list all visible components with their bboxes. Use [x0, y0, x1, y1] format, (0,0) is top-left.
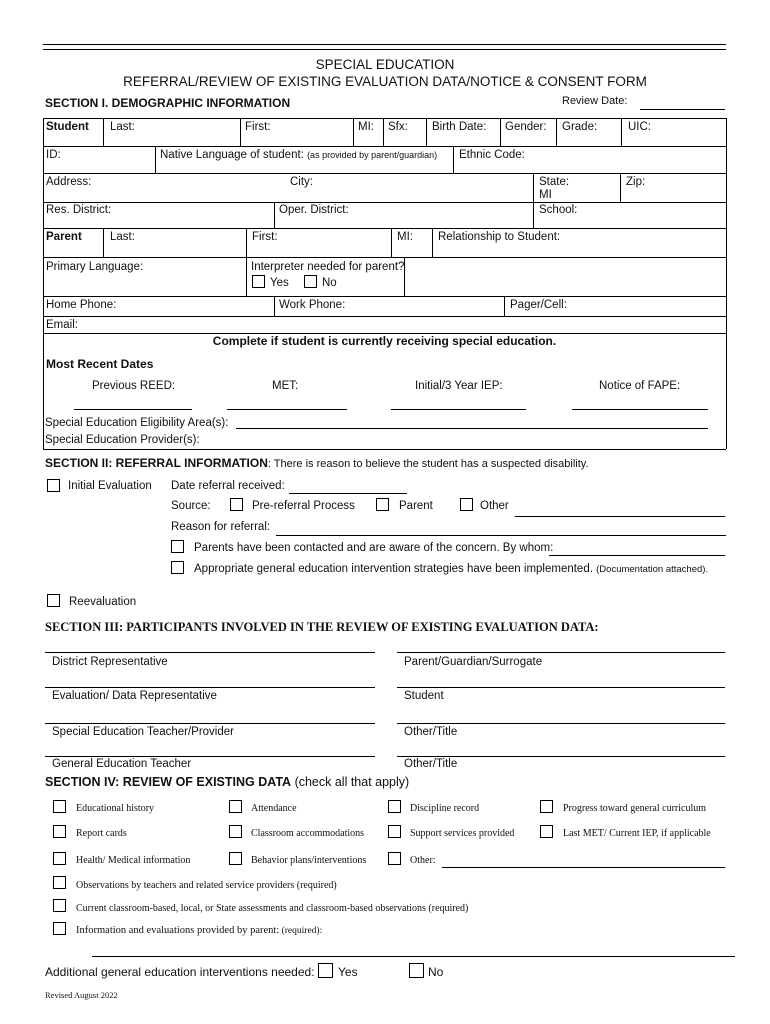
primary-language-field[interactable]: Primary Language:	[46, 261, 144, 273]
date-referral-label: Date referral received:	[171, 480, 285, 492]
cell-divider	[274, 296, 275, 316]
res-district-field[interactable]: Res. District:	[46, 204, 112, 216]
interpreter-no-checkbox[interactable]	[304, 275, 317, 288]
gender-field[interactable]: Gender:	[505, 121, 547, 133]
educational-history-label: Educational history	[76, 803, 155, 814]
cell-divider	[391, 228, 392, 257]
discipline-checkbox[interactable]	[388, 800, 401, 813]
cell-divider	[426, 118, 427, 146]
table-border	[726, 118, 727, 449]
table-border	[43, 316, 726, 317]
city-field[interactable]: City:	[290, 176, 313, 188]
table-border	[43, 118, 726, 119]
information-parent-required: (required):	[279, 926, 323, 936]
cell-divider	[246, 228, 247, 296]
other-data-field[interactable]	[442, 867, 725, 868]
form-title: SPECIAL EDUCATION	[315, 57, 455, 72]
table-border	[43, 146, 726, 147]
cell-divider	[103, 118, 104, 146]
interpreter-yes-label: Yes	[270, 277, 289, 289]
last-met-checkbox[interactable]	[540, 825, 553, 838]
oper-district-field[interactable]: Oper. District:	[279, 204, 349, 216]
additional-interventions-label: Additional general education interventions needed:	[45, 965, 315, 979]
interpreter-no-label: No	[322, 277, 337, 289]
signature-line[interactable]	[397, 756, 725, 757]
zip-field[interactable]: Zip:	[626, 176, 646, 188]
cell-divider	[453, 146, 454, 173]
school-field[interactable]: School:	[539, 204, 578, 216]
section-3-title: SECTION III: PARTICIPANTS INVOLVED IN THE REVIEW OF EXISTING EVALUATION DATA:	[45, 620, 599, 634]
other-data-checkbox[interactable]	[388, 852, 401, 865]
observations-checkbox[interactable]	[53, 876, 66, 889]
other-title-label-1: Other/Title	[404, 726, 458, 738]
initial-iep-label: Initial/3 Year IEP:	[415, 380, 503, 392]
by-whom-field[interactable]	[549, 555, 725, 556]
parents-contacted-label: Parents have been contacted and are aware of the concern. By whom:	[194, 542, 554, 554]
section-4-note: (check all that apply)	[291, 775, 410, 789]
cell-divider	[432, 228, 433, 257]
cell-divider	[504, 296, 505, 316]
grade-field[interactable]: Grade:	[562, 121, 598, 133]
eligibility-field[interactable]	[236, 428, 708, 429]
gen-teacher-label: General Education Teacher	[52, 758, 192, 770]
progress-checkbox[interactable]	[540, 800, 553, 813]
last-met-label: Last MET/ Current IEP, if applicable	[563, 828, 711, 839]
student-label: Student	[46, 121, 89, 133]
address-field[interactable]: Address:	[46, 176, 92, 188]
relationship-field[interactable]: Relationship to Student:	[438, 231, 561, 243]
health-checkbox[interactable]	[53, 852, 66, 865]
uic-field[interactable]: UIC:	[628, 121, 651, 133]
interpreter-label: Interpreter needed for parent?	[251, 261, 405, 273]
reason-field[interactable]	[276, 535, 726, 536]
state-value: MI	[539, 189, 552, 201]
current-classroom-label: Current classroom-based, local, or State assessments and classroom-based observations (required)	[76, 903, 469, 914]
sped-teacher-label: Special Education Teacher/Provider	[52, 726, 234, 738]
table-border	[43, 202, 726, 203]
id-field[interactable]: ID:	[46, 149, 61, 161]
previous-reed-field[interactable]	[74, 409, 192, 410]
support-services-checkbox[interactable]	[388, 825, 401, 838]
birth-date-field[interactable]: Birth Date:	[432, 121, 487, 133]
educational-history-checkbox[interactable]	[53, 800, 66, 813]
section-1-title: SECTION I. DEMOGRAPHIC INFORMATION	[45, 96, 291, 110]
additional-yes-label: Yes	[338, 965, 358, 979]
previous-reed-label: Previous REED:	[92, 380, 176, 392]
signature-line[interactable]	[45, 756, 375, 757]
complete-note: Complete if student is currently receiving special education.	[212, 334, 557, 348]
cell-divider	[383, 118, 384, 146]
top-rule	[43, 44, 726, 45]
table-border	[43, 296, 726, 297]
initial-evaluation-label: Initial Evaluation	[68, 480, 152, 492]
attendance-checkbox[interactable]	[229, 800, 242, 813]
section-2-title	[45, 456, 589, 470]
cell-divider	[621, 118, 622, 146]
support-services-label: Support services provided	[410, 828, 515, 839]
source-label: Source:	[171, 500, 211, 512]
appropriate-label	[194, 563, 708, 575]
pager-field[interactable]: Pager/Cell:	[510, 299, 567, 311]
section-4-title	[45, 775, 409, 789]
revised-date: Revised August 2022	[45, 990, 118, 1000]
report-cards-label: Report cards	[76, 828, 127, 839]
behavior-label: Behavior plans/interventions	[251, 855, 367, 866]
table-border	[43, 173, 726, 174]
source-other-checkbox[interactable]	[460, 498, 473, 511]
cell-divider	[240, 118, 241, 146]
district-rep-label: District Representative	[52, 656, 168, 668]
work-phone-field[interactable]: Work Phone:	[279, 299, 346, 311]
source-other-label: Other	[480, 500, 509, 512]
reason-label: Reason for referral:	[171, 521, 271, 533]
parent-last-field[interactable]: Last:	[110, 231, 135, 243]
signature-line[interactable]	[397, 652, 725, 653]
parent-mi-field[interactable]: MI:	[397, 231, 413, 243]
student-last-field[interactable]: Last:	[110, 121, 135, 133]
notice-fape-field[interactable]	[572, 409, 708, 410]
initial-evaluation-checkbox[interactable]	[47, 479, 60, 492]
parent-first-field[interactable]: First:	[252, 231, 278, 243]
interpreter-yes-checkbox[interactable]	[252, 275, 265, 288]
cell-divider	[620, 173, 621, 202]
source-other-field[interactable]	[515, 516, 725, 517]
reevaluation-checkbox[interactable]	[47, 594, 60, 607]
behavior-checkbox[interactable]	[229, 852, 242, 865]
met-label: MET:	[272, 380, 299, 392]
parent-guardian-label: Parent/Guardian/Surrogate	[404, 656, 543, 668]
cell-divider	[155, 146, 156, 173]
discipline-label: Discipline record	[410, 803, 480, 814]
current-classroom-checkbox[interactable]	[53, 899, 66, 912]
signature-line[interactable]	[397, 723, 725, 724]
reevaluation-label: Reevaluation	[69, 596, 137, 608]
section-4-heading: SECTION IV: REVIEW OF EXISTING DATA	[45, 775, 292, 789]
top-rule-2	[43, 49, 726, 50]
date-referral-field[interactable]	[289, 493, 407, 494]
table-border	[43, 228, 726, 229]
review-date-label: Review Date:	[562, 95, 628, 107]
notice-fape-label: Notice of FAPE:	[599, 380, 681, 392]
state-field[interactable]: State:	[539, 176, 570, 188]
student-sign-label: Student	[404, 690, 444, 702]
appropriate-checkbox[interactable]	[171, 561, 184, 574]
progress-label: Progress toward general curriculum	[563, 803, 707, 814]
classroom-acc-label: Classroom accommodations	[251, 828, 365, 839]
pre-referral-label: Pre-referral Process	[252, 500, 355, 512]
signature-line[interactable]	[397, 687, 725, 688]
signature-line[interactable]	[45, 652, 375, 653]
table-border	[43, 257, 726, 258]
other-title-label-2: Other/Title	[404, 758, 458, 770]
eligibility-label: Special Education Eligibility Area(s):	[45, 417, 229, 429]
cell-divider	[103, 228, 104, 257]
additional-no-checkbox[interactable]	[409, 963, 424, 978]
cell-divider	[556, 118, 557, 146]
section-2-subtitle: : There is reason to believe the student has a suspected disability.	[267, 458, 589, 470]
additional-no-label: No	[428, 965, 444, 979]
source-parent-checkbox[interactable]	[376, 498, 389, 511]
cell-divider	[353, 118, 354, 146]
pre-referral-checkbox[interactable]	[230, 498, 243, 511]
documentation-note: (Documentation attached).	[596, 564, 709, 575]
student-mi-field[interactable]: MI:	[358, 121, 374, 133]
information-parent-checkbox[interactable]	[53, 922, 66, 935]
met-field[interactable]	[227, 409, 347, 410]
additional-yes-checkbox[interactable]	[318, 963, 333, 978]
attendance-label: Attendance	[251, 803, 297, 814]
form-subtitle: REFERRAL/REVIEW OF EXISTING EVALUATION DATA/NOTICE & CONSENT FORM	[123, 74, 647, 89]
signature-line[interactable]	[45, 723, 375, 724]
other-data-label: Other:	[410, 855, 436, 866]
ethnic-code-field[interactable]: Ethnic Code:	[459, 149, 525, 161]
source-parent-label: Parent	[399, 500, 433, 512]
report-cards-checkbox[interactable]	[53, 825, 66, 838]
classroom-acc-checkbox[interactable]	[229, 825, 242, 838]
native-language-field[interactable]	[160, 149, 437, 161]
email-field[interactable]: Email:	[46, 319, 78, 331]
home-phone-field[interactable]: Home Phone:	[46, 299, 117, 311]
signature-line[interactable]	[45, 687, 375, 688]
native-language-note: (as provided by parent/guardian)	[307, 150, 438, 160]
cell-divider	[274, 202, 275, 228]
table-border	[43, 118, 44, 449]
parents-contacted-checkbox[interactable]	[171, 540, 184, 553]
eval-rep-label: Evaluation/ Data Representative	[52, 690, 217, 702]
footer-rule	[92, 956, 735, 957]
student-first-field[interactable]: First:	[245, 121, 271, 133]
appropriate-text: Appropriate general education intervention strategies have been implemented.	[194, 563, 593, 575]
most-recent-dates-label: Most Recent Dates	[46, 357, 154, 371]
information-parent-label	[76, 925, 322, 936]
observations-label: Observations by teachers and related service providers (required)	[76, 880, 337, 891]
section-2-heading: SECTION II: REFERRAL INFORMATION	[45, 456, 268, 470]
student-sfx-field[interactable]: Sfx:	[388, 121, 408, 133]
cell-divider	[500, 118, 501, 146]
native-language-label: Native Language of student:	[160, 149, 304, 161]
review-date-field[interactable]	[640, 109, 725, 110]
initial-iep-field[interactable]	[391, 409, 526, 410]
cell-divider	[533, 173, 534, 228]
information-parent-text: Information and evaluations provided by parent:	[76, 925, 280, 936]
health-label: Health/ Medical information	[76, 855, 191, 866]
table-border	[43, 449, 726, 450]
parent-label: Parent	[46, 231, 82, 243]
provider-label: Special Education Provider(s):	[45, 434, 200, 446]
